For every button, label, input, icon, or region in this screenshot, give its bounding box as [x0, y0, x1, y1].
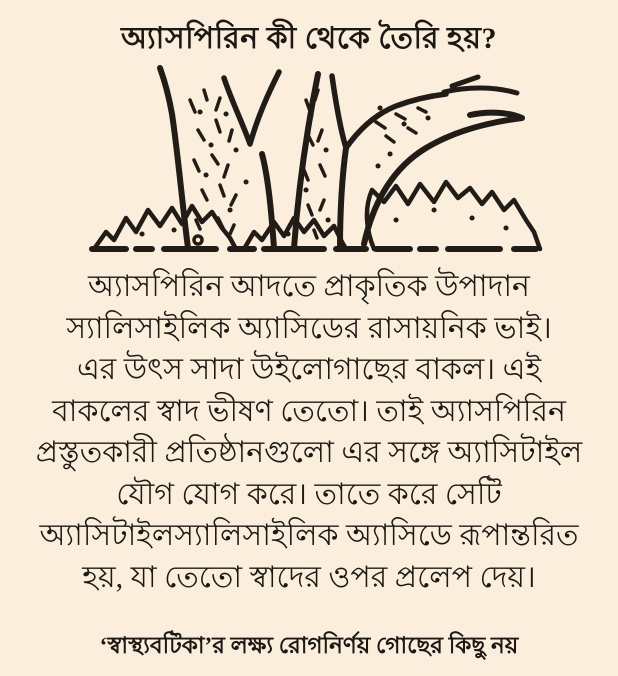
tree-branch-tip-strokes: [444, 77, 517, 93]
paragraph-line: হয়, যা তেতো স্বাদের ওপর প্রলেপ দেয়।: [82, 560, 536, 594]
footer-note: ‘স্বাস্থ্যবটিকা’র লক্ষ্য রোগনির্ণয় গোছের কিছু নয়: [99, 633, 519, 658]
article-title: অ্যাসপিরিন কী থেকে তৈরি হয়?: [120, 22, 497, 55]
paragraph-line: প্রস্তুতকারী প্রতিষ্ঠানগুলো এর সঙ্গে অ্যাসিটাইল: [35, 436, 583, 469]
paragraph-line: অ্যাসিটাইলস্যালিসাইলিক অ্যাসিডে রূপান্তরিত: [39, 519, 579, 552]
paragraph-line: বাকলের স্বাদ ভীষণ তেতো। তাই অ্যাসপিরিন: [52, 394, 566, 428]
paragraph-line: অ্যাসপিরিন আদতে প্রাকৃতিক উপাদান: [88, 270, 530, 303]
pebble-at-trunk-base: [194, 236, 202, 244]
paragraph-line: যৌগ যোগ করে। তাতে করে সেটি: [116, 477, 502, 511]
tree-second-trunk-right-edge: [340, 148, 346, 248]
article-body: [8, 266, 610, 598]
paragraph-line: স্যালিসাইলিক অ্যাসিডের রাসায়নিক ভাই।: [66, 311, 552, 345]
bush-left: [94, 206, 236, 249]
bush-right: [367, 182, 540, 249]
willow-tree-sketch-svg: [78, 62, 558, 262]
willow-tree-illustration: [78, 62, 558, 262]
tree-branch-underside: [364, 113, 522, 244]
paragraph-line: এর উৎস সাদা উইলোগাছের বাকল। এই: [76, 353, 542, 386]
